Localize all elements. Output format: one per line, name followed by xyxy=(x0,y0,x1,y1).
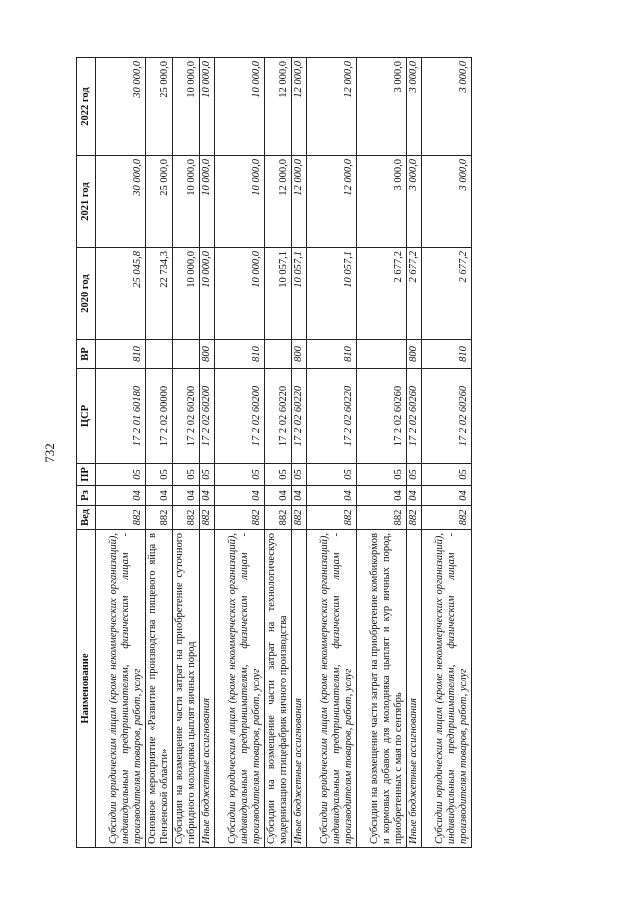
header-ved: Вед xyxy=(77,506,96,530)
table-row xyxy=(215,58,265,848)
cell-2022: 3 000,0 xyxy=(357,58,407,156)
cell-2020: 2 677,2 xyxy=(357,248,407,340)
cell-2021: 30 000,0 xyxy=(96,156,146,248)
cell-rz: 04 xyxy=(265,486,292,506)
cell-vr: 810 xyxy=(422,340,472,369)
cell-2021: 10 000,0 xyxy=(173,156,200,248)
cell-vr: 810 xyxy=(96,340,146,369)
cell-rz: 04 xyxy=(422,486,472,506)
cell-2020: 10 000,0 xyxy=(215,248,265,340)
cell-2022: 3 000,0 xyxy=(407,58,422,156)
cell-2020: 10 000,0 xyxy=(200,248,215,340)
cell-2020: 10 000,0 xyxy=(173,248,200,340)
cell-2020: 25 045,8 xyxy=(96,248,146,340)
cell-2021: 10 000,0 xyxy=(200,156,215,248)
cell-vr: 800 xyxy=(200,340,215,369)
cell-rz: 04 xyxy=(307,486,357,506)
cell-2022: 10 000,0 xyxy=(200,58,215,156)
header-csr: ЦСР xyxy=(77,369,96,464)
table-row xyxy=(200,58,215,848)
cell-2022: 10 000,0 xyxy=(173,58,200,156)
cell-rz: 04 xyxy=(357,486,407,506)
header-vr: ВР xyxy=(77,340,96,369)
cell-2020: 10 057,1 xyxy=(307,248,357,340)
cell-csr: 17 2 02 60260 xyxy=(357,369,407,464)
table-row xyxy=(292,58,307,848)
cell-2021: 10 000,0 xyxy=(215,156,265,248)
cell-2022: 12 000,0 xyxy=(265,58,292,156)
cell-name: Субсидии юридическим лицам (кроме некоммерческих организаций), индивидуальным предпринимателям, физическим лицам - производителям товаров, работ, услуг xyxy=(307,530,357,848)
cell-ved: 882 xyxy=(173,506,200,530)
cell-2020: 10 057,1 xyxy=(265,248,292,340)
table-row xyxy=(357,58,407,848)
cell-vr xyxy=(173,340,200,369)
header-rz: Рз xyxy=(77,486,96,506)
cell-csr: 17 2 02 60220 xyxy=(307,369,357,464)
cell-2021: 3 000,0 xyxy=(422,156,472,248)
header-pr: ПР xyxy=(77,464,96,486)
cell-2022: 3 000,0 xyxy=(422,58,472,156)
cell-name: Субсидии юридическим лицам (кроме некоммерческих организаций), индивидуальным предпринимателям, физическим лицам - производителям товаров, работ, услуг xyxy=(422,530,472,848)
table-row xyxy=(96,58,146,848)
cell-csr: 17 2 02 60200 xyxy=(215,369,265,464)
cell-vr: 800 xyxy=(407,340,422,369)
cell-rz: 04 xyxy=(96,486,146,506)
cell-vr: 800 xyxy=(292,340,307,369)
cell-ved: 882 xyxy=(200,506,215,530)
rotated-page-content xyxy=(76,58,561,848)
cell-csr: 17 2 02 60260 xyxy=(407,369,422,464)
cell-name: Субсидии на возмещение части затрат на приобретение комбикормов и кормовых добавок для молодняка цыплят и кур яичных пород, приобретенных с мая по сентябрь xyxy=(357,530,407,848)
cell-name: Основное мероприятие «Развитие производства пищевого яйца в Пензенской области» xyxy=(146,530,173,848)
table-row xyxy=(173,58,200,848)
cell-name: Субсидии на возмещение части затрат на технологическую модернизацию птицефабрик яичного производства xyxy=(265,530,292,848)
cell-2020: 2 677,2 xyxy=(422,248,472,340)
table-row xyxy=(146,58,173,848)
cell-csr: 17 2 02 60200 xyxy=(173,369,200,464)
cell-2020: 2 677,2 xyxy=(407,248,422,340)
cell-ved: 882 xyxy=(215,506,265,530)
cell-pr: 05 xyxy=(292,464,307,486)
cell-ved: 882 xyxy=(265,506,292,530)
table-row xyxy=(265,58,292,848)
table-row xyxy=(407,58,422,848)
header-2020: 2020 год xyxy=(77,248,96,340)
cell-name: Субсидии юридическим лицам (кроме некоммерческих организаций), индивидуальным предпринимателям, физическим лицам - производителям товаров, работ, услуг xyxy=(96,530,146,848)
cell-2022: 12 000,0 xyxy=(307,58,357,156)
cell-2021: 25 000,0 xyxy=(146,156,173,248)
cell-2022: 12 000,0 xyxy=(292,58,307,156)
cell-rz: 04 xyxy=(407,486,422,506)
cell-2021: 12 000,0 xyxy=(265,156,292,248)
cell-name: Субсидии юридическим лицам (кроме некоммерческих организаций), индивидуальным предпринимателям, физическим лицам - производителям товаров, работ, услуг xyxy=(215,530,265,848)
cell-pr: 05 xyxy=(357,464,407,486)
cell-2022: 25 000,0 xyxy=(146,58,173,156)
cell-csr: 17 2 02 60220 xyxy=(265,369,292,464)
cell-vr xyxy=(265,340,292,369)
cell-pr: 05 xyxy=(407,464,422,486)
cell-name: Иные бюджетные ассигнования xyxy=(292,530,307,848)
cell-pr: 05 xyxy=(215,464,265,486)
cell-2021: 3 000,0 xyxy=(407,156,422,248)
table-row xyxy=(307,58,357,848)
cell-2021: 12 000,0 xyxy=(292,156,307,248)
header-2022: 2022 год xyxy=(77,58,96,156)
cell-ved: 882 xyxy=(307,506,357,530)
cell-name: Иные бюджетные ассигнования xyxy=(407,530,422,848)
cell-vr xyxy=(357,340,407,369)
cell-2020: 10 057,1 xyxy=(292,248,307,340)
cell-ved: 882 xyxy=(357,506,407,530)
cell-pr: 05 xyxy=(307,464,357,486)
header-2021: 2021 год xyxy=(77,156,96,248)
cell-vr xyxy=(146,340,173,369)
cell-ved: 882 xyxy=(96,506,146,530)
cell-pr: 05 xyxy=(96,464,146,486)
header-name: Наименование xyxy=(77,530,96,848)
cell-csr: 17 2 01 60180 xyxy=(96,369,146,464)
cell-rz: 04 xyxy=(146,486,173,506)
cell-pr: 05 xyxy=(200,464,215,486)
cell-csr: 17 2 02 60220 xyxy=(292,369,307,464)
cell-rz: 04 xyxy=(200,486,215,506)
cell-pr: 05 xyxy=(422,464,472,486)
cell-2021: 3 000,0 xyxy=(357,156,407,248)
cell-2022: 10 000,0 xyxy=(215,58,265,156)
table-header-row xyxy=(77,58,96,848)
cell-ved: 882 xyxy=(407,506,422,530)
cell-name: Иные бюджетные ассигнования xyxy=(200,530,215,848)
cell-name: Субсидии на возмещение части затрат на приобретение суточного гибридного молодняка цыплят яичных пород xyxy=(173,530,200,848)
cell-rz: 04 xyxy=(173,486,200,506)
cell-csr: 17 2 02 60260 xyxy=(422,369,472,464)
cell-2021: 12 000,0 xyxy=(307,156,357,248)
cell-pr: 05 xyxy=(173,464,200,486)
cell-csr: 17 2 02 00000 xyxy=(146,369,173,464)
cell-vr: 810 xyxy=(215,340,265,369)
cell-rz: 04 xyxy=(215,486,265,506)
cell-2020: 22 734,3 xyxy=(146,248,173,340)
cell-2022: 30 000,0 xyxy=(96,58,146,156)
cell-ved: 882 xyxy=(422,506,472,530)
cell-pr: 05 xyxy=(146,464,173,486)
cell-csr: 17 2 02 60200 xyxy=(200,369,215,464)
cell-vr: 810 xyxy=(307,340,357,369)
cell-rz: 04 xyxy=(292,486,307,506)
cell-ved: 882 xyxy=(292,506,307,530)
page-number: 732 xyxy=(42,443,57,463)
cell-pr: 05 xyxy=(265,464,292,486)
cell-ved: 882 xyxy=(146,506,173,530)
table-row xyxy=(422,58,472,848)
budget-table xyxy=(76,57,472,848)
table-body xyxy=(96,58,472,848)
